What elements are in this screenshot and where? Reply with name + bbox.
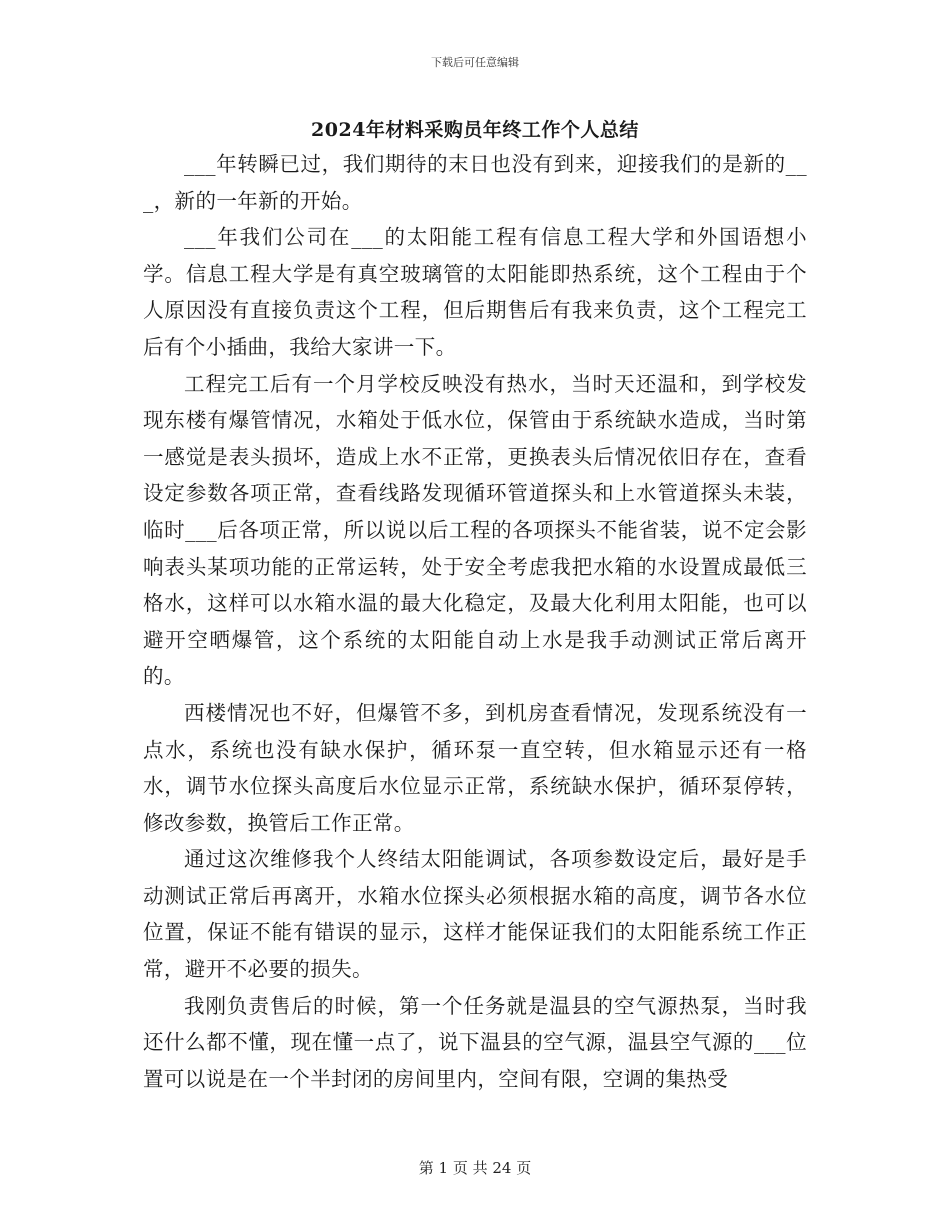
page-header-note: 下载后可任意编辑 xyxy=(431,56,519,69)
document-title: 2024年材料采购员年终工作个人总结 xyxy=(311,119,639,141)
paragraph: ___年转瞬已过，我们期待的末日也没有到来，迎接我们的是新的___，新的一年新的开始。 xyxy=(143,152,807,213)
page-number: 第 1 页 共 24 页 xyxy=(418,1159,532,1177)
paragraph: 通过这次维修我个人终结太阳能调试，各项参数设定后，最好是手动测试正常后再离开，水箱水位探头必须根据水箱的高度，调节各水位位置，保证不能有错误的显示，这样才能保证我们的太阳能系统工作正常，避开不必要的损失。 xyxy=(143,847,807,982)
paragraph: 我刚负责售后的时候，第一个任务就是温县的空气源热泵，当时我还什么都不懂，现在懂一点了，说下温县的空气源，温县空气源的___位置可以说是在一个半封闭的房间里内，空间有限，空调的集热受 xyxy=(143,993,807,1091)
paragraph: ___年我们公司在___的太阳能工程有信息工程大学和外国语想小学。信息工程大学是有真空玻璃管的太阳能即热系统，这个工程由于个人原因没有直接负责这个工程，但后期售后有我来负责，这个工程完工后有个小插曲，我给大家讲一下。 xyxy=(143,225,807,359)
document-body xyxy=(143,146,807,1097)
paragraph: 工程完工后有一个月学校反映没有热水，当时天还温和，到学校发现东楼有爆管情况，水箱处于低水位，保管由于系统缺水造成，当时第一感觉是表头损坏，造成上水不正常，更换表头后情况依旧存在，查看设定参数各项正常，查看线路发现循环管道探头和上水管道探头未装，临时___后各项正常，所以说以后工程的各项探头不能省装，说不定会影响表头某项功能的正常运转，处于安全考虑我把水箱的水设置成最低三格水，这样可以水箱水温的最大化稳定，及最大化利用太阳能，也可以避开空晒爆管，这个系统的太阳能自动上水是我手动测试正常后离开的。 xyxy=(143,371,807,689)
paragraph: 西楼情况也不好，但爆管不多，到机房查看情况，发现系统没有一点水，系统也没有缺水保护，循环泵一直空转，但水箱显示还有一格水，调节水位探头高度后水位显示正常，系统缺水保护，循环泵停转，修改参数，换管后工作正常。 xyxy=(143,700,807,835)
